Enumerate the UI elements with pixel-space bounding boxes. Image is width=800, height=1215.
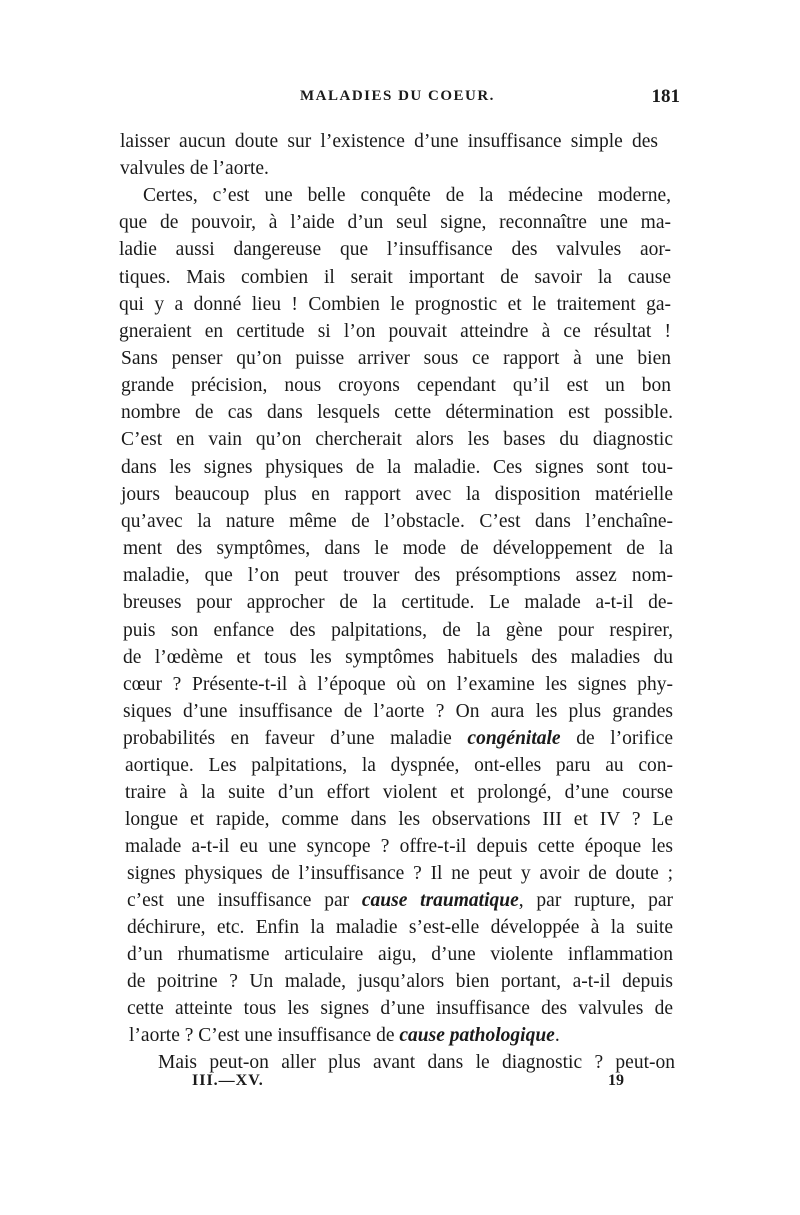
text-line: C’est en vain qu’on chercherait alors les bases du diagnostic xyxy=(121,429,673,450)
text-line: dans les signes physiques de la maladie. Ces signes sont tou- xyxy=(121,457,673,478)
text-line: grande précision, nous croyons cependant qu’il est un bon xyxy=(121,375,671,396)
page-header xyxy=(300,88,680,114)
text-line: aortique. Les palpitations, la dyspnée, ont-elles paru au con- xyxy=(125,755,673,776)
text-line: Certes, c’est une belle conquête de la médecine moderne, xyxy=(143,185,671,206)
text-line: siques d’une insuffisance de l’aorte ? On aura les plus grandes xyxy=(123,701,673,722)
text-line: nombre de cas dans lesquels cette détermination est possible. xyxy=(121,402,673,423)
text-line: laisser aucun doute sur l’existence d’une insuffisance simple des xyxy=(120,131,658,152)
text-line: de poitrine ? Un malade, jusqu’alors bien portant, a-t-il depuis xyxy=(127,971,673,992)
text-line xyxy=(123,725,673,752)
text-line: valvules de l’aorte. xyxy=(120,158,269,179)
text-line: Sans penser qu’on puisse arriver sous ce rapport à une bien xyxy=(121,348,671,369)
signature-number: 19 xyxy=(608,1072,624,1089)
page-number: 181 xyxy=(651,86,680,107)
page-footer xyxy=(192,1072,624,1098)
text-line: déchirure, etc. Enfin la maladie s’est-elle développée à la suite xyxy=(127,917,673,938)
text-line: signes physiques de l’insuffisance ? Il ne peut y avoir de doute ; xyxy=(127,863,673,884)
text-line: Mais peut-on aller plus avant dans le diagnostic ? peut-on xyxy=(158,1052,675,1073)
text-line: malade a-t-il eu une syncope ? offre-t-il depuis cette époque les xyxy=(125,836,673,857)
text-line: qu’avec la nature même de l’obstacle. C’est dans l’enchaîne- xyxy=(121,511,673,532)
text-before-congenitale: probabilités en faveur d’une maladie congénitale de l’orifice xyxy=(123,728,674,749)
text-line: c’est une insuffisance par cause traumatique, par rupture, par xyxy=(127,890,673,911)
text-line: traire à la suite d’un effort violent et prolongé, d’une course xyxy=(125,782,673,803)
text-line: cette atteinte tous les signes d’une insuffisance des valvules de xyxy=(127,998,673,1019)
text-line: ment des symptômes, dans le mode de développement de la xyxy=(123,538,673,559)
text-line: l’aorte ? C’est une insuffisance de cause pathologique. xyxy=(129,1025,560,1046)
text-line: que de pouvoir, à l’aide d’un seul signe, reconnaître une ma- xyxy=(119,212,671,233)
text-line: breuses pour approcher de la certitude. Le malade a-t-il de- xyxy=(123,592,673,613)
text-line: maladie, que l’on peut trouver des présomptions assez nom- xyxy=(123,565,673,586)
text-line: gneraient en certitude si l’on pouvait atteindre à ce résultat ! xyxy=(119,321,671,342)
signature-mark: III.—XV. xyxy=(192,1072,264,1089)
emphasized-term: cause traumatique xyxy=(361,890,519,911)
text-line: de l’œdème et tous les symptômes habituels des maladies du xyxy=(123,647,673,668)
text-line: ladie aussi dangereuse que l’insuffisance des valvules aor- xyxy=(119,239,671,260)
text-line: longue et rapide, comme dans les observations III et IV ? Le xyxy=(125,809,673,830)
text-line: puis son enfance des palpitations, de la gène pour respirer, xyxy=(123,620,673,641)
text-line: qui y a donné lieu ! Combien le prognostic et le traitement ga- xyxy=(119,294,671,315)
emphasized-term: cause pathologique xyxy=(399,1025,555,1046)
emphasized-term: congénitale xyxy=(467,728,561,749)
text-line: jours beaucoup plus en rapport avec la disposition matérielle xyxy=(121,484,673,505)
running-head: MALADIES DU COEUR. xyxy=(300,88,495,104)
text-line: cœur ? Présente-t-il à l’époque où on l’examine les signes phy- xyxy=(123,674,673,695)
text-line: d’un rhumatisme articulaire aigu, d’une violente inflammation xyxy=(127,944,673,965)
text-line: tiques. Mais combien il serait important de savoir la cause xyxy=(119,267,671,288)
